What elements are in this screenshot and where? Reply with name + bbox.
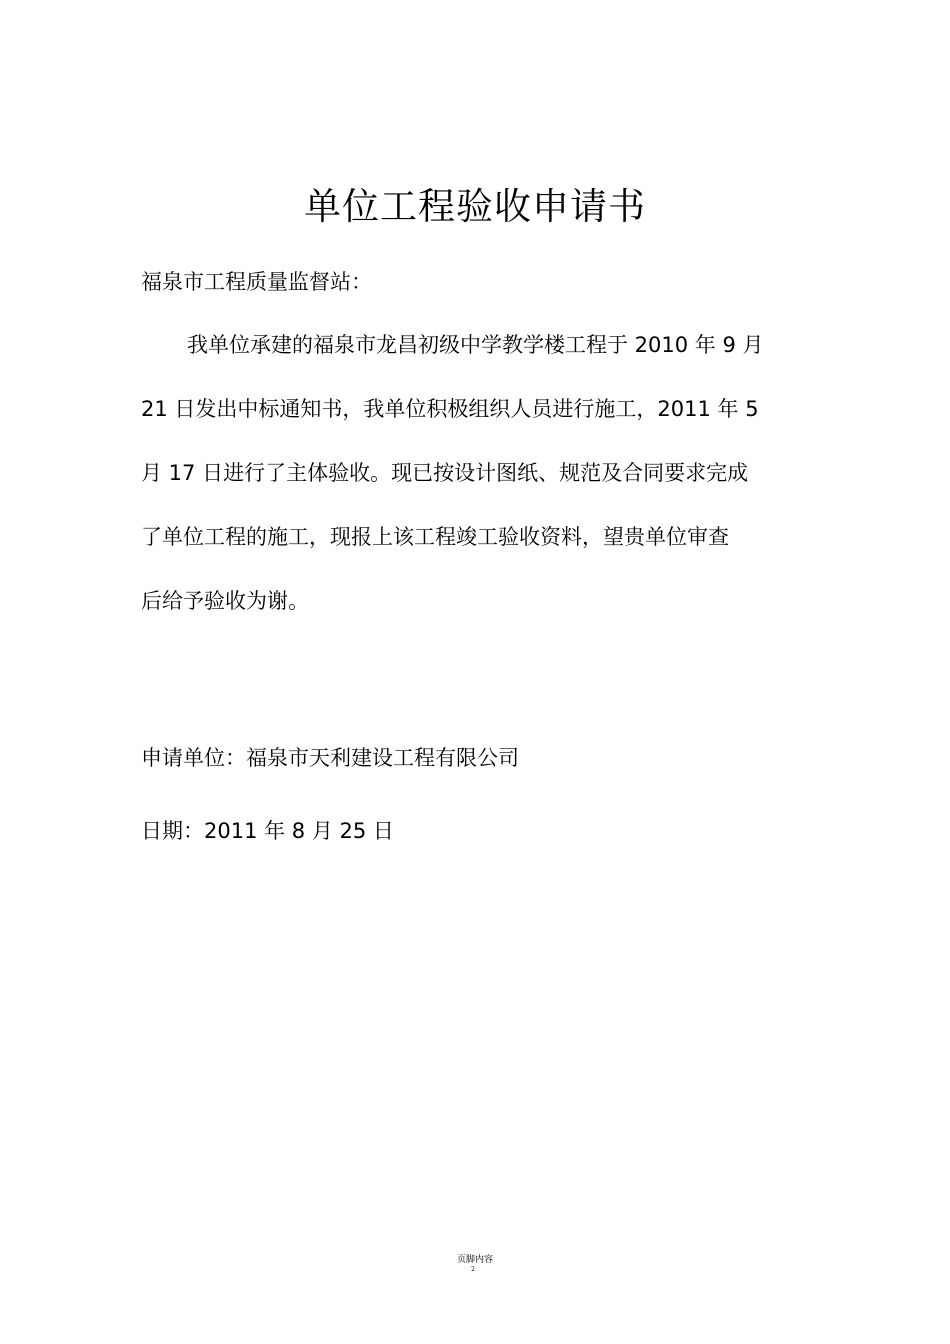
applicant-unit: 申请单位：福泉市天利建设工程有限公司 bbox=[141, 746, 519, 770]
page-number: 2 bbox=[471, 1266, 475, 1273]
body-line: 我单位承建的福泉市龙昌初级中学教学楼工程于 2010 年 9 月 bbox=[187, 333, 764, 357]
document-title: 单位工程验收申请书 bbox=[304, 185, 646, 228]
body-line: 后给予验收为谢。 bbox=[141, 589, 309, 613]
addressee: 福泉市工程质量监督站： bbox=[141, 270, 372, 294]
body-paragraph bbox=[141, 323, 811, 643]
page-footer bbox=[0, 1254, 950, 1274]
footer-text: 页脚内容 bbox=[456, 1255, 493, 1265]
body-line: 21 日发出中标通知书，我单位积极组织人员进行施工，2011 年 5 bbox=[141, 397, 759, 421]
body-line: 了单位工程的施工，现报上该工程竣工验收资料，望贵单位审查 bbox=[141, 525, 729, 549]
application-date: 日期：2011 年 8 月 25 日 bbox=[141, 819, 394, 843]
body-line: 月 17 日进行了主体验收。现已按设计图纸、规范及合同要求完成 bbox=[141, 461, 749, 485]
